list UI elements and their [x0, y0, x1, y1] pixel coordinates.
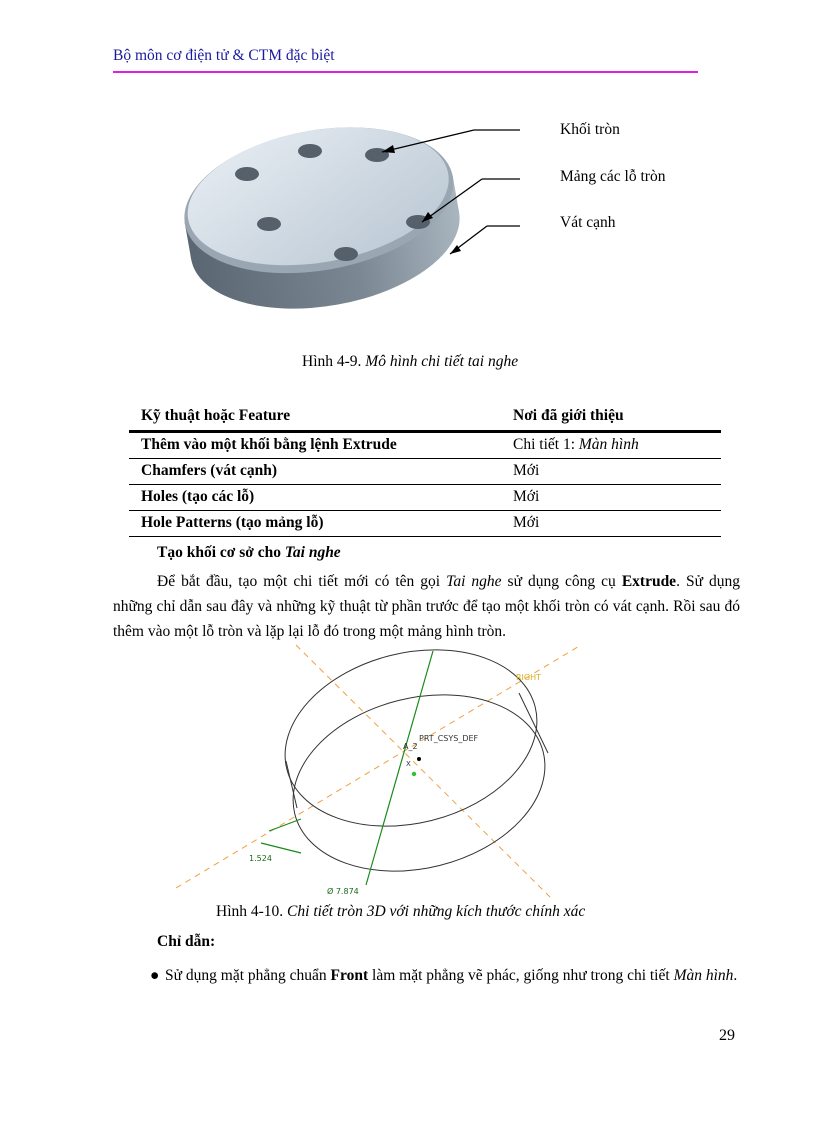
height-dimension: 1.524: [249, 854, 272, 863]
cylinder-wireframe-figure: [151, 643, 706, 901]
axis-label: A_2: [403, 742, 418, 751]
where-cell: Chi tiết 1: Màn hình: [501, 432, 721, 459]
diameter-dimension: Ø 7.874: [327, 887, 359, 896]
guide-title: Chỉ dẫn:: [157, 933, 216, 950]
column-header-feature: Kỹ thuật hoặc Feature: [129, 404, 501, 432]
where-cell: Mới: [501, 511, 721, 537]
column-header-where: Nơi đã giới thiệu: [501, 404, 721, 432]
axis-x-label: X: [406, 760, 411, 768]
intro-paragraph: Để bắt đầu, tạo một chi tiết mới có tên gọi Tai nghe sử dụng công cụ Extrude. Sử dụng những chỉ dẫn sau đây và những kỹ thuật từ phần trước để tạo một khối tròn có vát cạnh. Rồi sau đó thêm vào một lỗ tròn và lặp lại lỗ đó trong một mảng hình tròn.: [113, 573, 740, 640]
snap-point: [412, 772, 416, 776]
running-header: Bộ môn cơ điện tử & CTM đặc biệt: [113, 47, 335, 64]
callout-hole-pattern: Mảng các lỗ tròn: [560, 168, 666, 185]
feature-cell: Thêm vào một khối bằng lệnh Extrude: [129, 432, 501, 459]
section-title: Tạo khối cơ sở cho Tai nghe: [157, 544, 341, 561]
page-number: 29: [719, 1027, 735, 1044]
callout-solid-disc: Khối tròn: [560, 121, 620, 138]
figure-caption-4-10: Hình 4-10. Chi tiết tròn 3D với những kích thước chính xác: [216, 903, 586, 920]
table-row: [129, 432, 721, 459]
feature-cell: Holes (tạo các lỗ): [129, 485, 501, 511]
table-row: [129, 459, 721, 485]
where-cell: Mới: [501, 485, 721, 511]
callout-chamfer: Vát cạnh: [560, 214, 616, 231]
table-row: [129, 485, 721, 511]
list-item: ● Sử dụng mặt phẳng chuẩn Front làm mặt phẳng vẽ phác, giống như trong chi tiết Màn hình.: [150, 963, 740, 989]
table-header-row: [129, 404, 721, 432]
feature-table: [129, 404, 721, 537]
figure-caption-4-9: Hình 4-9. Mô hình chi tiết tai nghe: [302, 353, 519, 370]
feature-cell: Hole Patterns (tạo mảng lỗ): [129, 511, 501, 537]
header-rule: [113, 71, 698, 73]
table-row: [129, 511, 721, 537]
where-cell: Mới: [501, 459, 721, 485]
csys-label: PRT_CSYS_DEF: [419, 734, 479, 743]
plane-label: RIGHT: [516, 673, 542, 682]
bullet-icon: ●: [150, 967, 160, 984]
feature-cell: Chamfers (vát cạnh): [129, 459, 501, 485]
earpiece-model-figure: [182, 118, 552, 323]
origin-point: [417, 757, 421, 761]
